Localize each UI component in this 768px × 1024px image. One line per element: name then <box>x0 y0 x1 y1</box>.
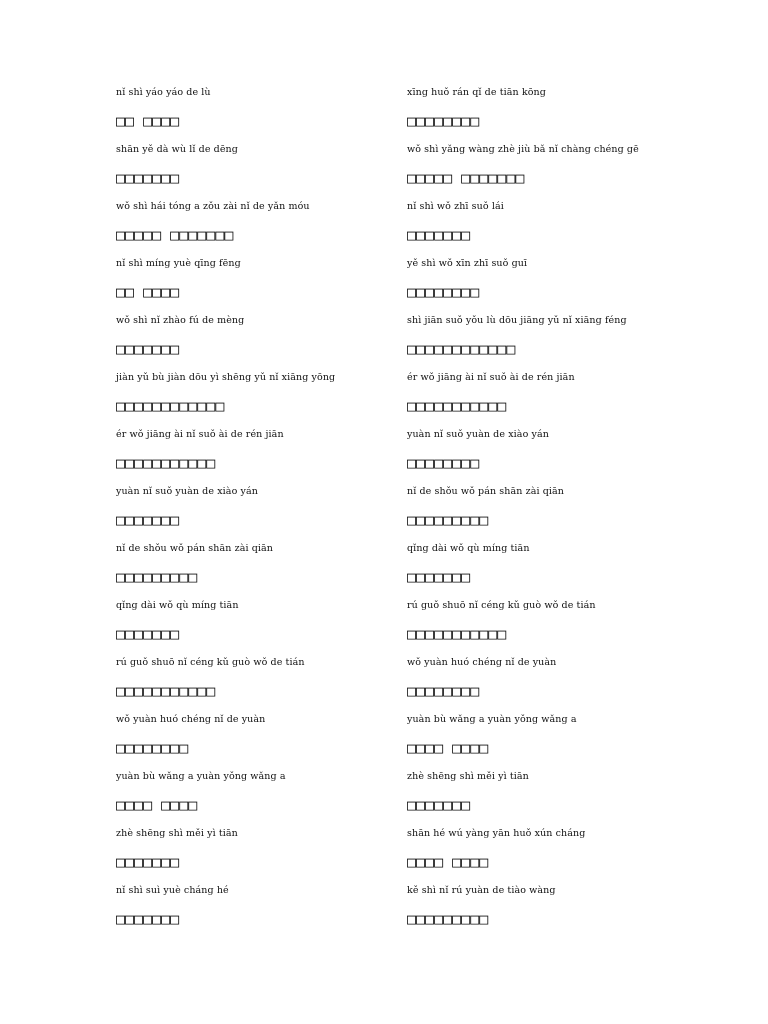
lyric-line <box>116 86 416 143</box>
lyric-line <box>407 86 707 143</box>
pinyin-text: shān hé wú yàng yān huǒ xún cháng <box>407 828 586 839</box>
pinyin-text: shān yě dà wù lǐ de dēng <box>116 144 238 155</box>
hanzi-missing-glyphs: □□□□□□□□□□□ <box>116 454 216 472</box>
pinyin-text: wǒ shì hái tóng a zǒu zài nǐ de yǎn móu <box>116 201 310 212</box>
pinyin-text: qǐng dài wǒ qù míng tiān <box>407 543 530 554</box>
pinyin-text: yuàn nǐ suǒ yuàn de xiào yán <box>116 486 258 497</box>
left-lyrics-column <box>116 86 416 941</box>
hanzi-missing-glyphs: □□□□□□□ <box>116 853 180 871</box>
pinyin-text: yuàn bù wǎng a yuàn yǒng wǎng a <box>407 714 577 725</box>
hanzi-missing-glyphs: □□□□ □□□□ <box>407 739 489 757</box>
lyric-line <box>407 485 707 542</box>
hanzi-missing-glyphs: □□□□□□□□ <box>407 112 480 130</box>
hanzi-missing-glyphs: □□□□□□□□ <box>407 454 480 472</box>
lyric-line <box>407 656 707 713</box>
pinyin-text: nǐ de shǒu wǒ pán shān zài qiān <box>407 486 565 497</box>
lyric-line <box>116 599 416 656</box>
pinyin-text: xīng huǒ rán qǐ de tiān kōng <box>407 87 546 98</box>
hanzi-missing-glyphs: □□□□□□□□□□□□ <box>407 340 516 358</box>
pinyin-text: wǒ yuàn huó chéng nǐ de yuàn <box>116 714 266 725</box>
lyric-line <box>407 428 707 485</box>
pinyin-text: nǐ shì míng yuè qīng fēng <box>116 258 241 269</box>
hanzi-missing-glyphs: □□□□□□□ <box>116 910 180 928</box>
hanzi-missing-glyphs: □□□□□□□ <box>407 226 471 244</box>
pinyin-text: ér wǒ jiāng ài nǐ suǒ ài de rén jiān <box>116 429 284 440</box>
hanzi-missing-glyphs: □□ □□□□ <box>116 112 180 130</box>
pinyin-text: rú guǒ shuō nǐ céng kǔ guò wǒ de tián <box>407 600 596 611</box>
hanzi-missing-glyphs: □□□□□□□□□ <box>407 910 489 928</box>
lyric-line <box>407 314 707 371</box>
hanzi-missing-glyphs: □□□□ □□□□ <box>116 796 198 814</box>
hanzi-missing-glyphs: □□□□□ □□□□□□□ <box>407 169 525 187</box>
lyric-line <box>116 656 416 713</box>
lyric-line <box>407 200 707 257</box>
hanzi-missing-glyphs: □□□□□□□ <box>116 340 180 358</box>
right-lyrics-column <box>407 86 707 941</box>
lyric-line <box>407 884 707 941</box>
pinyin-text: yuàn nǐ suǒ yuàn de xiào yán <box>407 429 549 440</box>
pinyin-text: nǐ shì suì yuè cháng hé <box>116 885 229 896</box>
pinyin-text: yuàn bù wǎng a yuàn yǒng wǎng a <box>116 771 286 782</box>
hanzi-missing-glyphs: □□□□□□□ <box>407 796 471 814</box>
hanzi-missing-glyphs: □□□□□□□□ <box>407 283 480 301</box>
hanzi-missing-glyphs: □□□□□□□ <box>116 169 180 187</box>
lyric-line <box>407 542 707 599</box>
lyric-line <box>116 200 416 257</box>
pinyin-text: nǐ de shǒu wǒ pán shān zài qiān <box>116 543 274 554</box>
lyric-line <box>116 884 416 941</box>
lyric-line <box>116 257 416 314</box>
pinyin-text: zhè shēng shì měi yì tiān <box>116 828 238 839</box>
lyric-line <box>116 542 416 599</box>
lyric-line <box>407 143 707 200</box>
pinyin-text: kě shì nǐ rú yuàn de tiào wàng <box>407 885 556 896</box>
lyric-line <box>116 143 416 200</box>
hanzi-missing-glyphs: □□□□□□□□□ <box>407 511 489 529</box>
lyric-line <box>116 314 416 371</box>
lyric-line <box>407 257 707 314</box>
pinyin-text: rú guǒ shuō nǐ céng kǔ guò wǒ de tián <box>116 657 305 668</box>
pinyin-text: ér wǒ jiāng ài nǐ suǒ ài de rén jiān <box>407 372 575 383</box>
pinyin-text: wǒ yuàn huó chéng nǐ de yuàn <box>407 657 557 668</box>
pinyin-text: wǒ shì yǎng wàng zhè jiù bǎ nǐ chàng chéng gē <box>407 144 639 155</box>
hanzi-missing-glyphs: □□□□□□□ <box>116 625 180 643</box>
hanzi-missing-glyphs: □□□□□□□□□□□□ <box>116 397 225 415</box>
pinyin-text: qǐng dài wǒ qù míng tiān <box>116 600 239 611</box>
hanzi-missing-glyphs: □□□□□□□□□ <box>116 568 198 586</box>
hanzi-missing-glyphs: □□□□ □□□□ <box>407 853 489 871</box>
pinyin-text: jiàn yǔ bù jiàn dōu yì shēng yǔ nǐ xiāng yōng <box>116 372 336 383</box>
hanzi-missing-glyphs: □□□□□□□□ <box>116 739 189 757</box>
lyric-line <box>116 770 416 827</box>
lyric-line <box>407 599 707 656</box>
hanzi-missing-glyphs: □□□□□□□□ <box>407 682 480 700</box>
lyric-line <box>407 371 707 428</box>
hanzi-missing-glyphs: □□□□□□□ <box>116 511 180 529</box>
hanzi-missing-glyphs: □□□□□□□ <box>407 568 471 586</box>
pinyin-text: nǐ shì wǒ zhī suǒ lái <box>407 201 504 212</box>
lyric-line <box>116 428 416 485</box>
pinyin-text: shì jiān suǒ yǒu lù dōu jiāng yǔ nǐ xiāng féng <box>407 315 627 326</box>
hanzi-missing-glyphs: □□□□□□□□□□□ <box>407 397 507 415</box>
hanzi-missing-glyphs: □□□□□□□□□□□ <box>407 625 507 643</box>
lyric-line <box>407 713 707 770</box>
lyric-line <box>116 485 416 542</box>
pinyin-text: nǐ shì yáo yáo de lù <box>116 87 211 98</box>
pinyin-text: yě shì wǒ xīn zhī suǒ guī <box>407 258 528 269</box>
hanzi-missing-glyphs: □□□□□□□□□□□ <box>116 682 216 700</box>
lyric-line <box>407 770 707 827</box>
hanzi-missing-glyphs: □□ □□□□ <box>116 283 180 301</box>
pinyin-text: zhè shēng shì měi yì tiān <box>407 771 529 782</box>
lyric-line <box>116 713 416 770</box>
pinyin-text: wǒ shì nǐ zhào fú de mèng <box>116 315 245 326</box>
lyric-line <box>116 371 416 428</box>
lyric-line <box>407 827 707 884</box>
lyric-line <box>116 827 416 884</box>
hanzi-missing-glyphs: □□□□□ □□□□□□□ <box>116 226 234 244</box>
